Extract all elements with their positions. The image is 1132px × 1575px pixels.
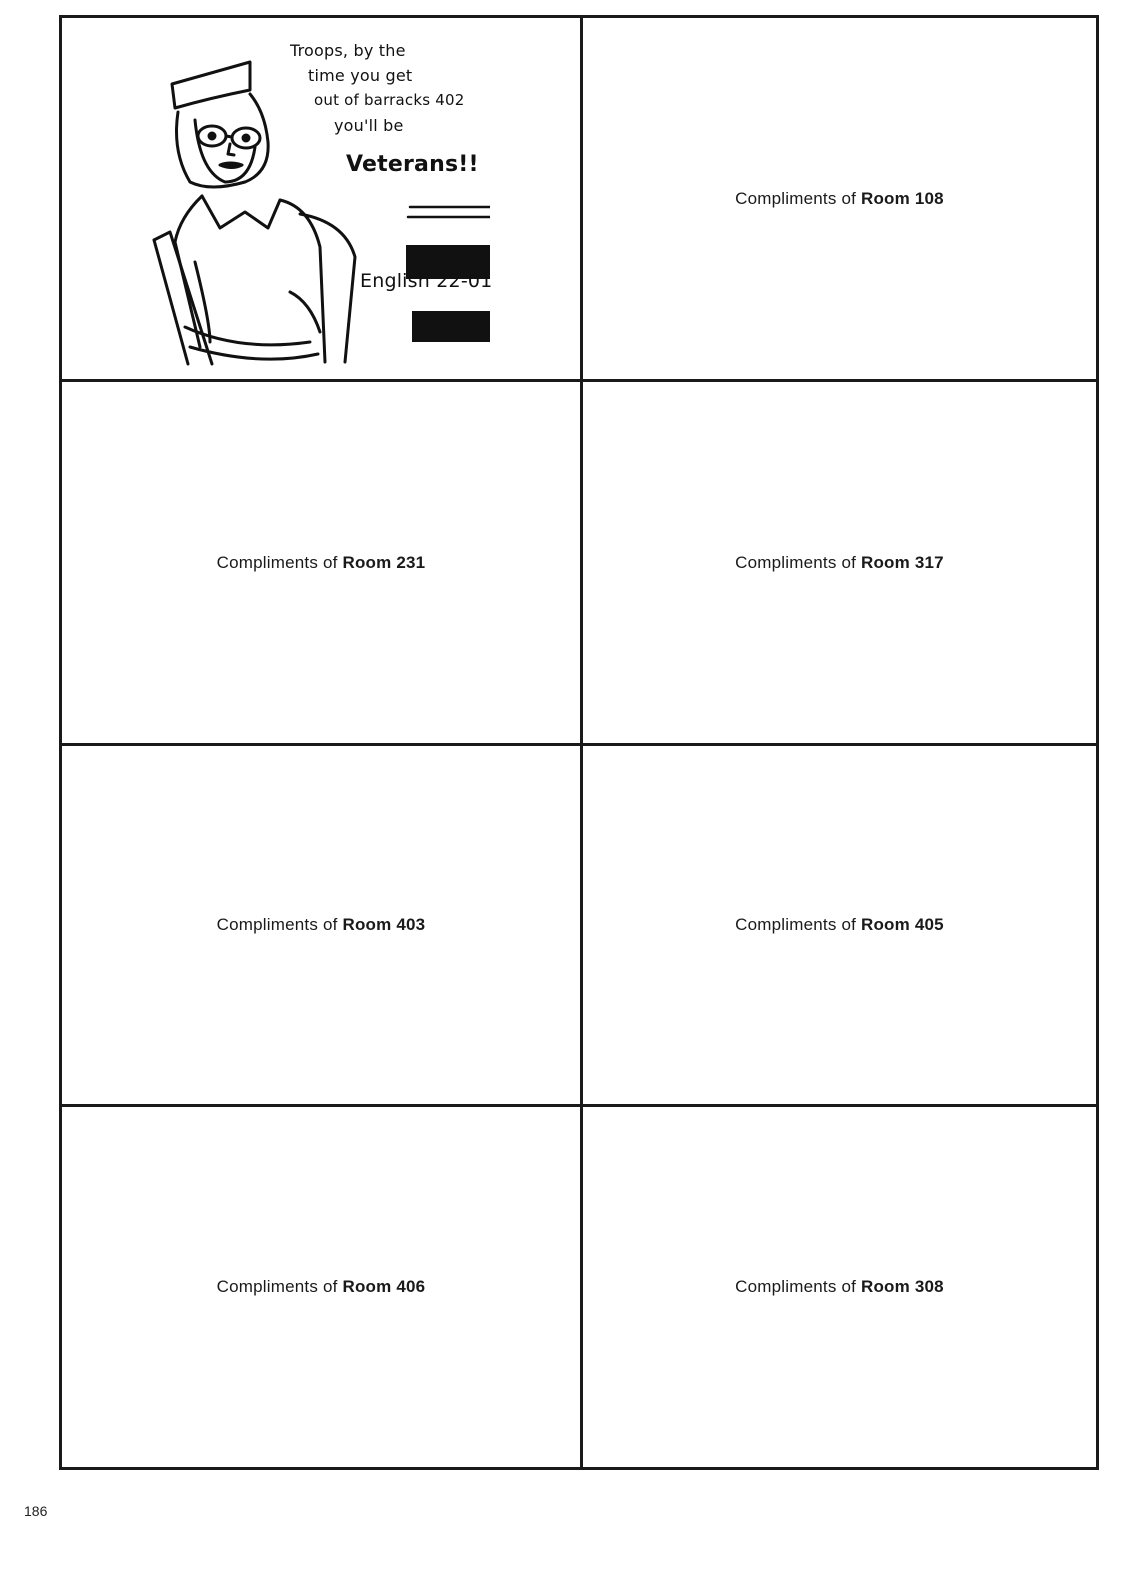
speech-line: you'll be: [334, 116, 404, 135]
ad-cell-room-308: [583, 1107, 1096, 1467]
cartoon-cell: [62, 18, 580, 379]
ad-prefix: Compliments of: [735, 552, 857, 572]
ad-room: Room 108: [860, 188, 944, 208]
ad-cell-room-403: [62, 746, 580, 1104]
ad-prefix: Compliments of: [735, 1277, 857, 1296]
ad-room: Room 308: [860, 1277, 944, 1296]
speech-line: Troops, by the: [290, 41, 406, 60]
ad-prefix: Compliments of: [735, 188, 857, 208]
class-label: English 22-01: [360, 270, 493, 292]
ad-prefix: Compliments of: [216, 1277, 338, 1296]
speech-line: time you get: [308, 66, 413, 85]
page-number: 186: [24, 1503, 48, 1519]
ad-cell-room-405: [583, 746, 1096, 1104]
ad-room: Room 317: [860, 552, 944, 572]
ad-cell-room-406: [62, 1107, 580, 1467]
ad-room: Room 231: [342, 552, 426, 572]
ad-room: Room 405: [860, 915, 944, 934]
ad-cell-room-108: [583, 18, 1096, 379]
ad-prefix: Compliments of: [216, 552, 338, 572]
ad-cell-room-317: [583, 382, 1096, 743]
veterans-exclamation: Veterans!!: [346, 152, 479, 177]
ad-cell-room-231: [62, 382, 580, 743]
ad-room: Room 403: [342, 915, 426, 934]
ad-prefix: Compliments of: [216, 915, 338, 934]
ad-prefix: Compliments of: [735, 915, 857, 934]
speech-line: out of barracks 402: [314, 91, 465, 109]
ad-room: Room 406: [342, 1277, 426, 1296]
ad-grid: [59, 15, 1099, 1470]
speech-text: [290, 38, 500, 138]
